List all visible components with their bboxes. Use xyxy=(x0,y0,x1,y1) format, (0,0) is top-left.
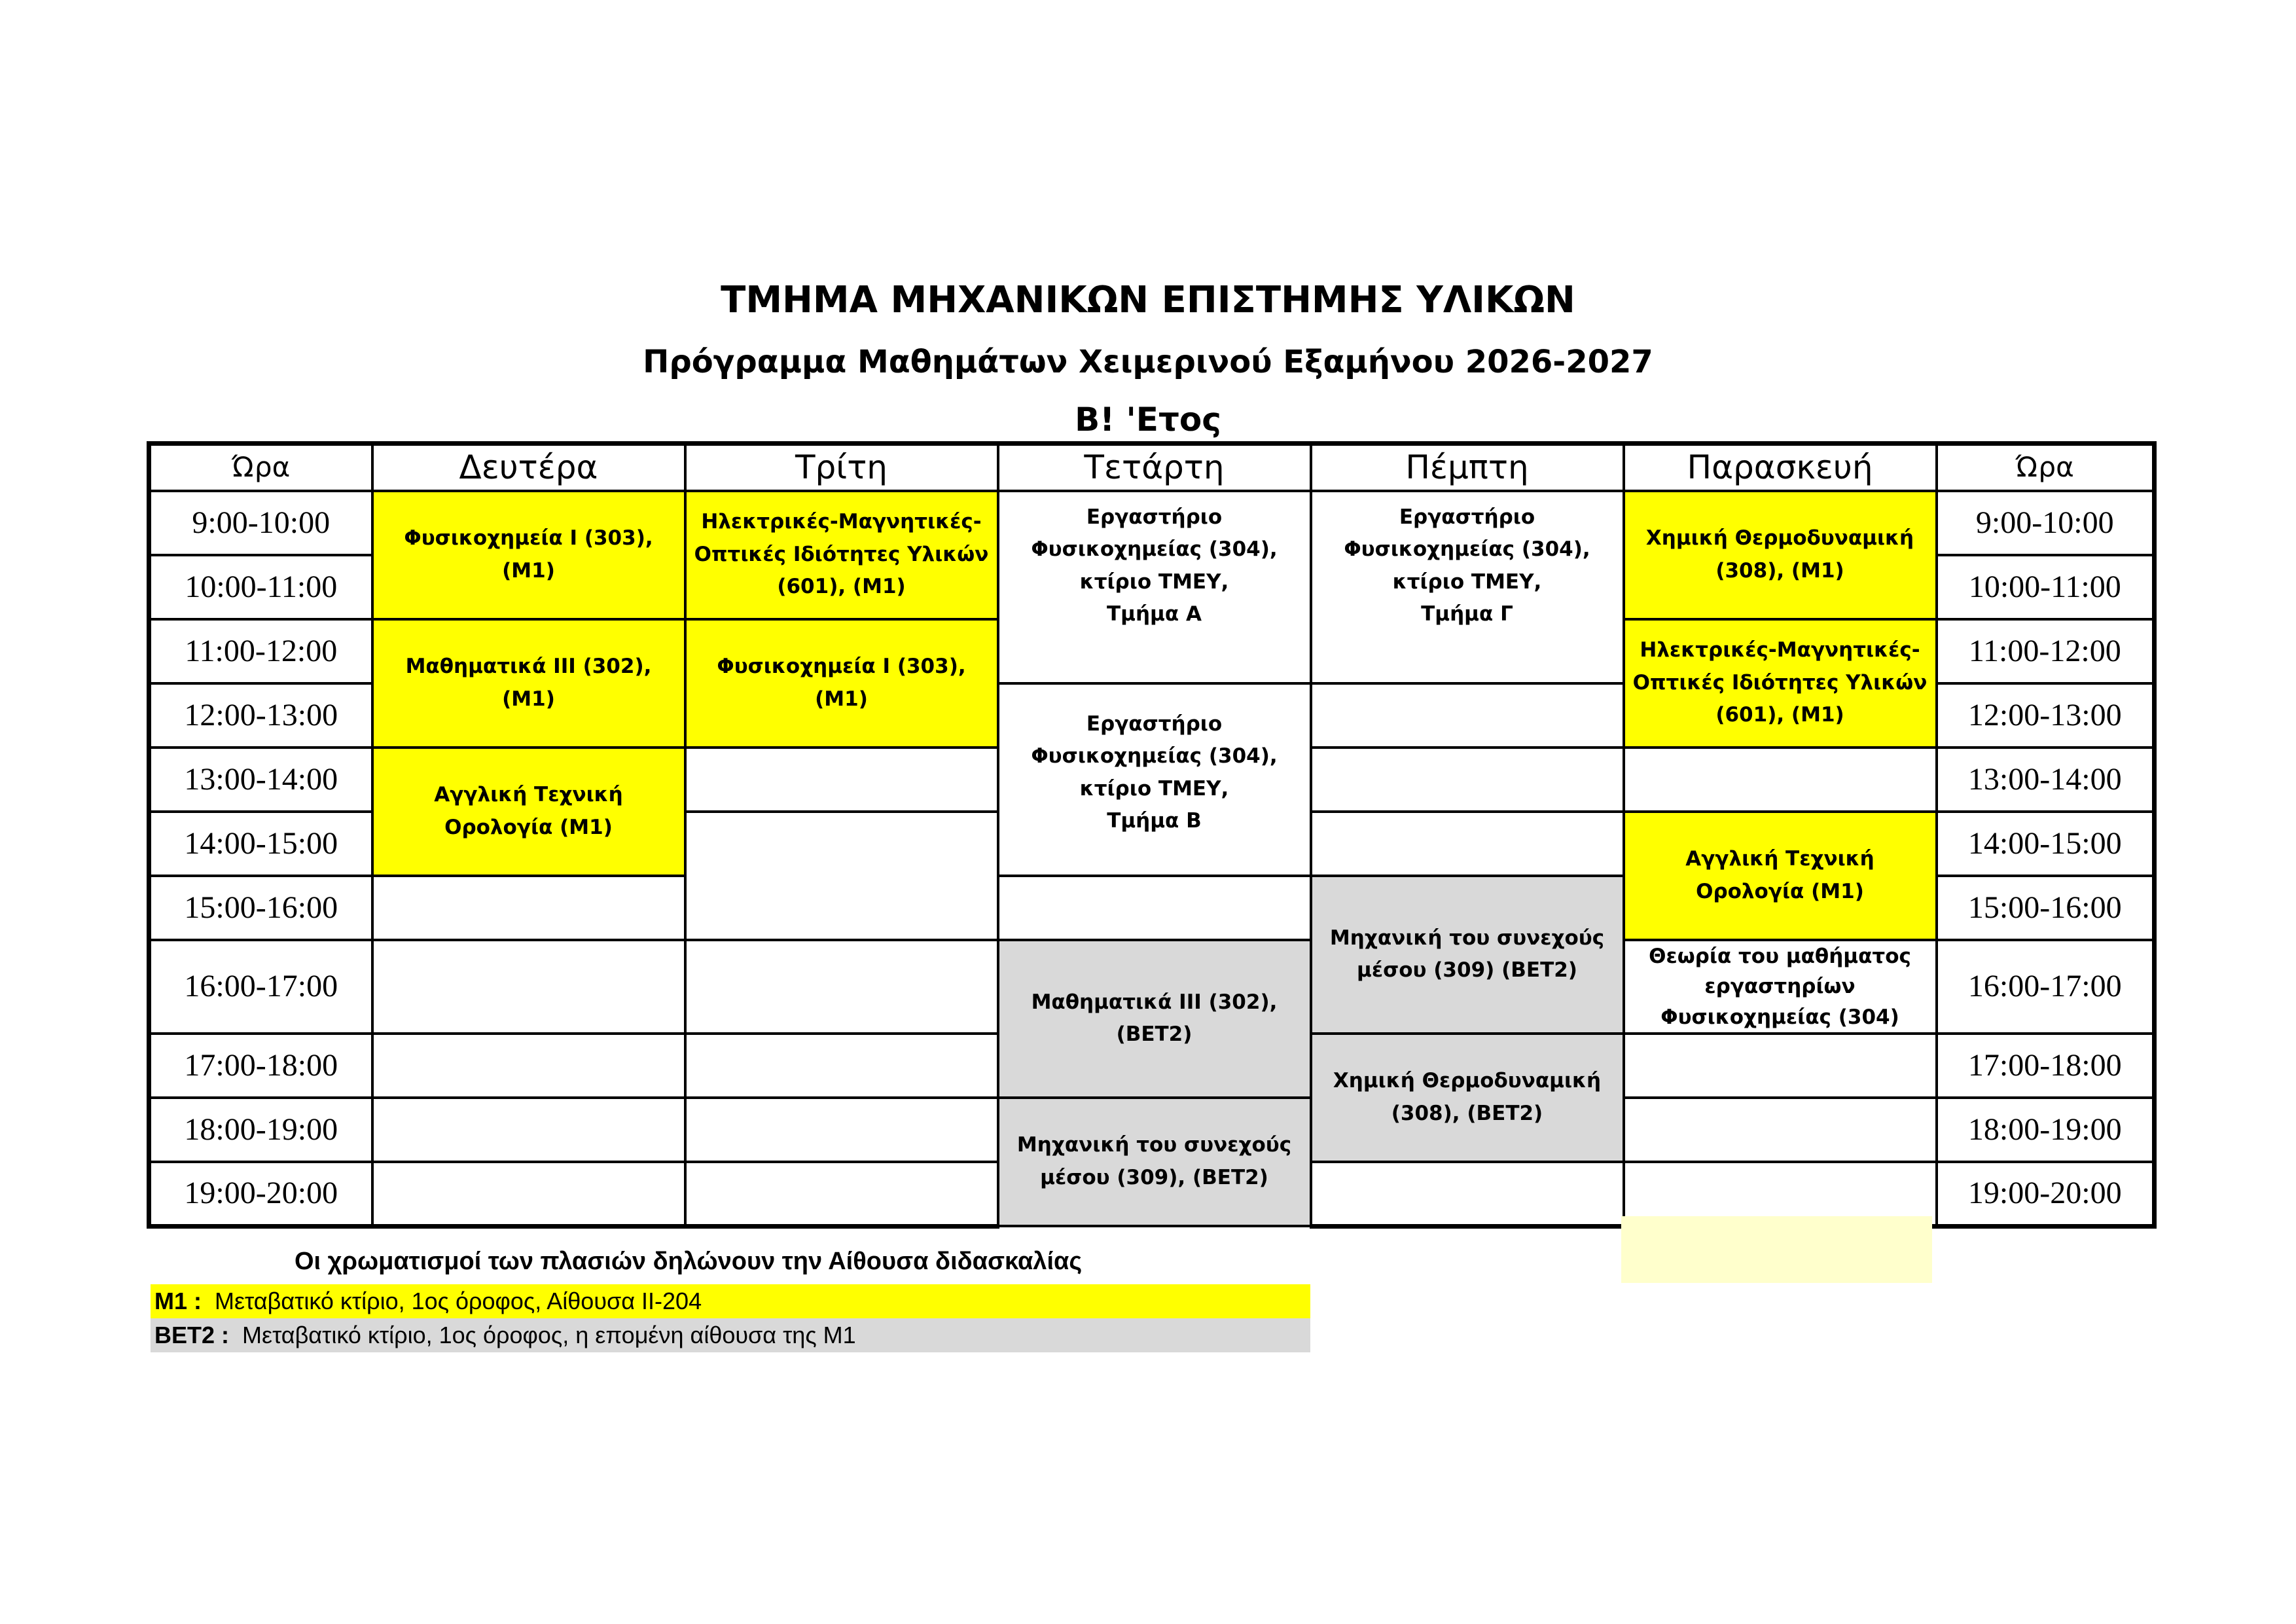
time-label: 12:00-13:00 xyxy=(1937,683,2155,748)
day-header-tuesday: Τρίτη xyxy=(685,444,998,491)
empty-cell xyxy=(372,1098,685,1162)
timetable xyxy=(147,441,2157,1229)
empty-cell xyxy=(1624,1098,1937,1162)
time-label: 19:00-20:00 xyxy=(149,1162,372,1226)
lab-line: κτίριο ΤΜΕΥ, xyxy=(1079,776,1229,801)
empty-cell xyxy=(372,876,685,940)
legend-m1 xyxy=(151,1284,1310,1318)
empty-cell xyxy=(685,1162,998,1226)
lab-line: Εργαστήριο Φυσικοχημείας (304), xyxy=(1031,505,1278,562)
pale-highlight-cell xyxy=(1621,1216,1932,1283)
class-cell: Θεωρία του μαθήματος εργαστηρίων Φυσικοχημείας (304) xyxy=(1624,940,1937,1034)
time-label: 12:00-13:00 xyxy=(149,683,372,748)
time-label: 15:00-16:00 xyxy=(149,876,372,940)
time-label: 17:00-18:00 xyxy=(149,1034,372,1098)
table-row xyxy=(149,1098,2155,1162)
empty-cell xyxy=(1311,812,1624,876)
empty-cell xyxy=(1311,683,1624,748)
empty-cell xyxy=(685,748,998,812)
empty-cell xyxy=(372,1034,685,1098)
legend-code: ΒΕΤ2 : xyxy=(154,1322,230,1348)
empty-cell xyxy=(685,812,998,940)
lab-line: Τμήμα Γ xyxy=(1421,602,1513,626)
time-label: 18:00-19:00 xyxy=(149,1098,372,1162)
empty-cell xyxy=(1624,748,1937,812)
class-cell: Φυσικοχημεία Ι (303), (Μ1) xyxy=(685,619,998,748)
time-label: 10:00-11:00 xyxy=(149,555,372,619)
empty-cell xyxy=(1624,1034,1937,1098)
empty-cell xyxy=(372,940,685,1034)
empty-cell xyxy=(1311,748,1624,812)
class-cell: Μαθηματικά ΙΙΙ (302), (Μ1) xyxy=(372,619,685,748)
day-header-friday: Παρασκευή xyxy=(1624,444,1937,491)
legend-text: Μεταβατικό κτίριο, 1ος όροφος, η επομένη αίθουσα της Μ1 xyxy=(242,1322,856,1348)
time-label: 16:00-17:00 xyxy=(1937,940,2155,1034)
lab-line: Τμήμα Β xyxy=(1107,809,1202,833)
day-header-thursday: Πέμπτη xyxy=(1311,444,1624,491)
table-row xyxy=(149,940,2155,1034)
department-title: ΤΜΗΜΑ ΜΗΧΑΝΙΚΩΝ ΕΠΙΣΤΗΜΗΣ ΥΛΙΚΩΝ xyxy=(721,279,1575,321)
class-cell: Αγγλική Τεχνική Ορολογία (Μ1) xyxy=(372,748,685,876)
class-cell: Χημική Θερμοδυναμική (308), (ΒΕΤ2) xyxy=(1311,1034,1624,1162)
legend-code: Μ1 : xyxy=(154,1288,202,1314)
empty-cell xyxy=(998,876,1311,940)
time-label: 16:00-17:00 xyxy=(149,940,372,1034)
legend-bet2 xyxy=(151,1318,1310,1352)
class-cell: Χημική Θερμοδυναμική (308), (Μ1) xyxy=(1624,491,1937,619)
class-cell: Αγγλική Τεχνική Ορολογία (Μ1) xyxy=(1624,812,1937,940)
legend-title: Οι χρωματισμοί των πλασιών δηλώνουν την Αίθουσα διδασκαλίας xyxy=(295,1248,1083,1275)
day-header-monday: Δευτέρα xyxy=(372,444,685,491)
day-header-wednesday: Τετάρτη xyxy=(998,444,1311,491)
time-label: 14:00-15:00 xyxy=(149,812,372,876)
time-label: 11:00-12:00 xyxy=(149,619,372,683)
lab-line: Τμήμα Α xyxy=(1107,602,1202,626)
lab-line: κτίριο ΤΜΕΥ, xyxy=(1079,569,1229,594)
lab-line: κτίριο ΤΜΕΥ, xyxy=(1392,569,1542,594)
class-cell: Μηχανική του συνεχούς μέσου (309) (ΒΕΤ2) xyxy=(1311,876,1624,1034)
class-cell: Ηλεκτρικές-Μαγνητικές-Οπτικές Ιδιότητες Υλικών (601), (Μ1) xyxy=(1624,619,1937,748)
time-label: 13:00-14:00 xyxy=(149,748,372,812)
class-cell: Φυσικοχημεία Ι (303), (Μ1) xyxy=(372,491,685,619)
lab-line: Εργαστήριο Φυσικοχημείας (304), xyxy=(1031,712,1278,768)
lab-cell xyxy=(998,683,1311,876)
time-label: 19:00-20:00 xyxy=(1937,1162,2155,1226)
hour-header-left: Ώρα xyxy=(149,444,372,491)
empty-cell xyxy=(1311,1162,1624,1226)
header-row xyxy=(149,444,2155,491)
time-label: 9:00-10:00 xyxy=(1937,491,2155,555)
class-cell: Μαθηματικά ΙΙΙ (302), (ΒΕΤ2) xyxy=(998,940,1311,1098)
lab-cell xyxy=(1311,491,1624,683)
time-label: 17:00-18:00 xyxy=(1937,1034,2155,1098)
legend-text: Μεταβατικό κτίριο, 1ος όροφος, Αίθουσα ΙΙ-204 xyxy=(215,1288,702,1314)
time-label: 15:00-16:00 xyxy=(1937,876,2155,940)
empty-cell xyxy=(685,1034,998,1098)
class-cell: Μηχανική του συνεχούς μέσου (309), (ΒΕΤ2) xyxy=(998,1098,1311,1226)
time-label: 11:00-12:00 xyxy=(1937,619,2155,683)
lab-cell xyxy=(998,491,1311,683)
time-label: 13:00-14:00 xyxy=(1937,748,2155,812)
time-label: 9:00-10:00 xyxy=(149,491,372,555)
empty-cell xyxy=(372,1162,685,1226)
academic-year-label: Β! 'Ετος xyxy=(1075,401,1221,439)
time-label: 18:00-19:00 xyxy=(1937,1098,2155,1162)
schedule-subtitle: Πρόγραμμα Μαθημάτων Χειμερινού Εξαμήνου 2026-2027 xyxy=(643,344,1653,380)
empty-cell xyxy=(685,1098,998,1162)
hour-header-right: Ώρα xyxy=(1937,444,2155,491)
empty-cell xyxy=(685,940,998,1034)
class-cell: Ηλεκτρικές-Μαγνητικές-Οπτικές Ιδιότητες Υλικών (601), (Μ1) xyxy=(685,491,998,619)
time-label: 10:00-11:00 xyxy=(1937,555,2155,619)
lab-line: Εργαστήριο Φυσικοχημείας (304), xyxy=(1344,505,1590,562)
table-row xyxy=(149,491,2155,555)
time-label: 14:00-15:00 xyxy=(1937,812,2155,876)
